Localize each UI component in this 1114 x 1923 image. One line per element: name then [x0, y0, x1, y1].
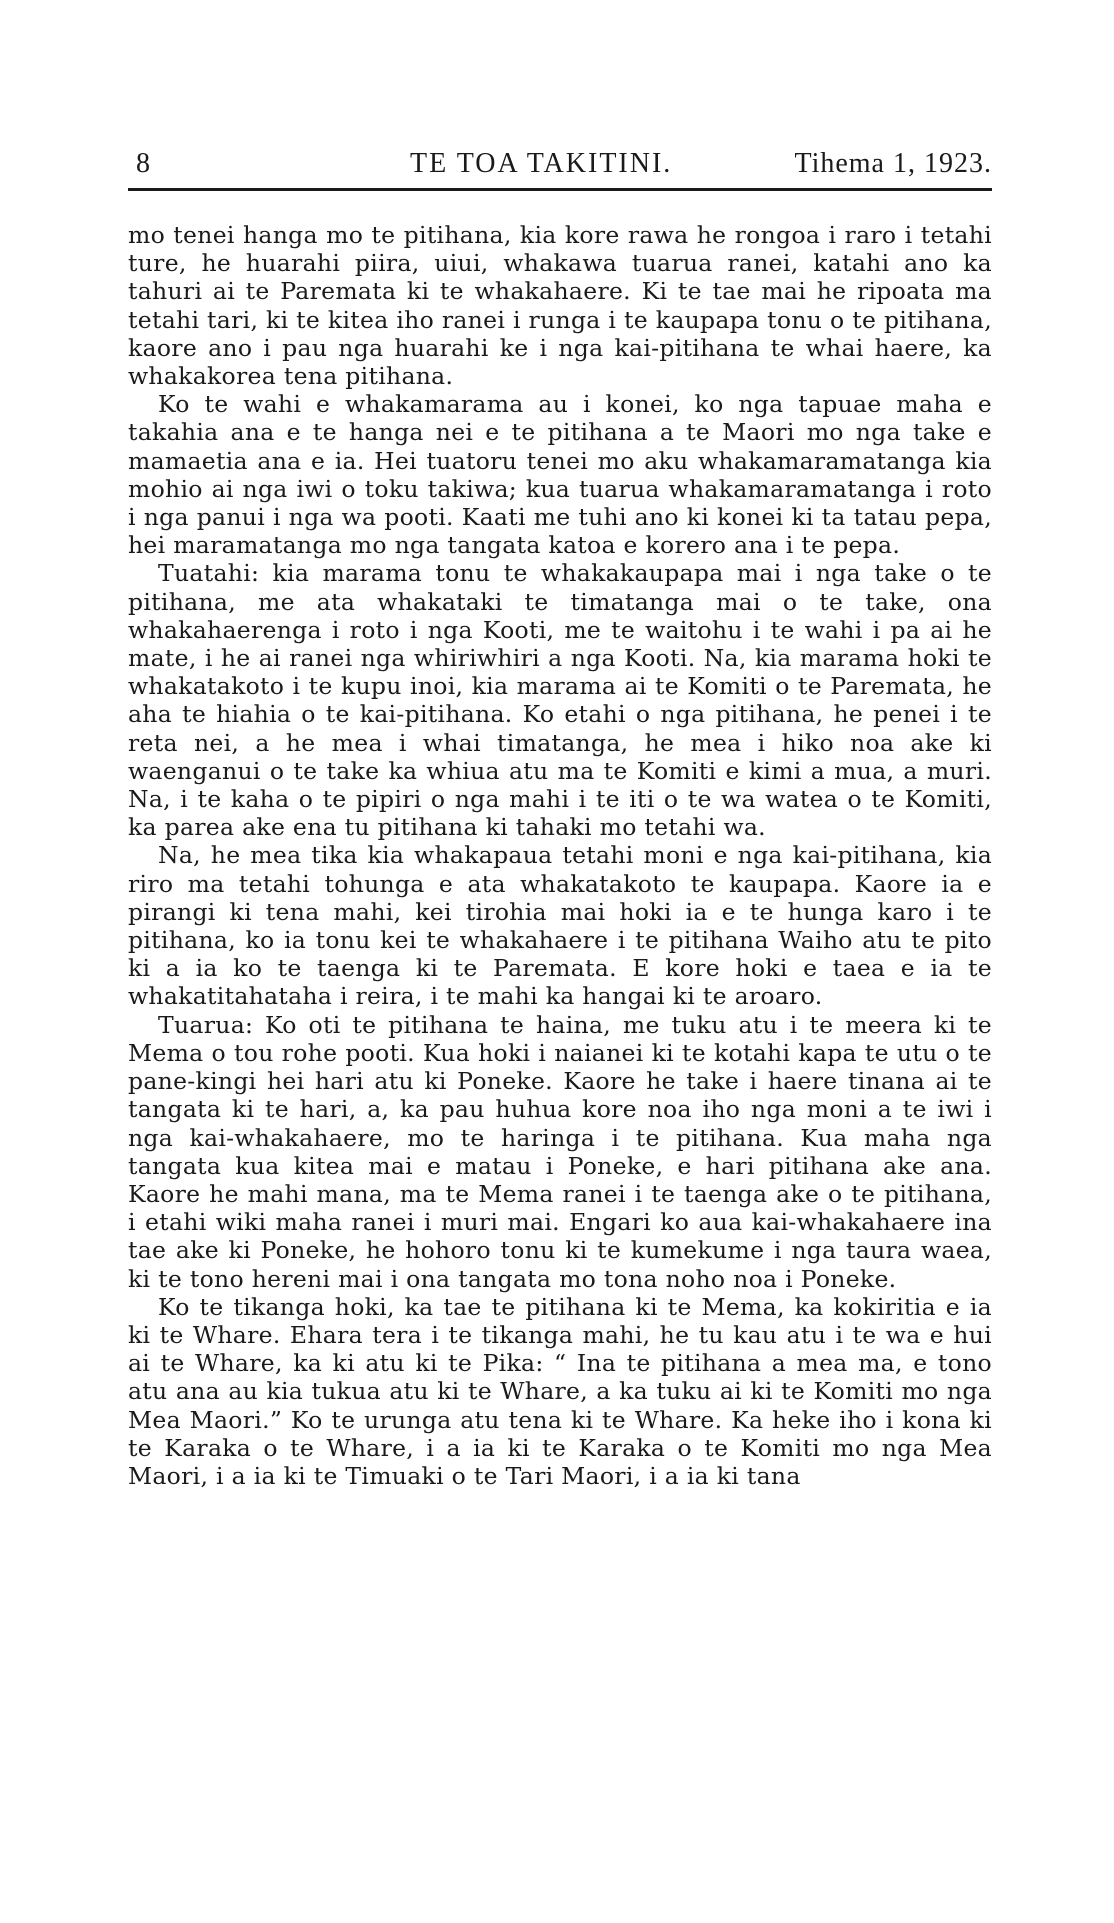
paragraph-4: Na, he mea tika kia whakapaua tetahi moni e nga kai-pitihana, kia riro ma tetahi tohunga e ata whakatakoto te kaupapa. Kaore ia e pirangi ki tena mahi, kei tirohia mai hoki ia e te hunga karo i te pitihana, ko ia tonu kei te whakahaere i te pitihana Waiho atu te pito ki a ia ko te taenga ki te Paremata. E kore hoki e taea e ia te whakatitahataha i reira, i te mahi ka hangai ki te aroaro. [128, 841, 992, 1011]
running-head [128, 148, 992, 188]
header-rule [128, 188, 992, 191]
journal-title: TE TOA TAKITINI. [410, 148, 673, 179]
printed-page [128, 148, 992, 1490]
paragraph-5: Tuarua: Ko oti te pitihana te haina, me tuku atu i te meera ki te Mema o tou rohe pooti. Kua hoki i naianei ki te kotahi kapa te utu o te pane-kingi hei hari atu ki Poneke. Kaore he take i haere tinana ai te tangata ki te hari, a, ka pau huhua kore noa iho nga moni a te iwi i nga kai-whakahaere, mo te haringa i te pitihana. Kua maha nga tangata kua kitea mai e matau i Poneke, e hari pitihana ake ana. Kaore he mahi mana, ma te Mema ranei i te taenga ake o te pitihana, i etahi wiki maha ranei i muri mai. Engari ko aua kai-whakahaere ina tae ake ki Poneke, he hohoro tonu ki te kumekume i nga taura waea, ki te tono hereni mai i ona tangata mo tona noho noa i Poneke. [128, 1010, 992, 1293]
paragraph-3: Tuatahi: kia marama tonu te whakakaupapa mai i nga take o te pitihana, me ata whakataki te timatanga mai o te take, ona whakahaerenga i roto i nga Kooti, me te waitohu i te wahi i pa ai he mate, i he ai ranei nga whiriwhiri a nga Kooti. Na, kia marama hoki te whakatakoto i te kupu inoi, kia marama ai te Komiti o te Paremata, he aha te hiahia o te kai-pitihana. Ko etahi o nga pitihana, he penei i te reta nei, a he mea i whai timatanga, he mea i hiko noa ake ki waenganui o te take ka whiua atu ma te Komiti e kimi a mua, a muri. Na, i te kaha o te pipiri o nga mahi i te iti o te wa watea o te Komiti, ka parea ake ena tu pitihana ki tahaki mo tetahi wa. [128, 559, 992, 842]
paragraph-6: Ko te tikanga hoki, ka tae te pitihana ki te Mema, ka kokiritia e ia ki te Whare. Ehara tera i te tikanga mahi, he tu kau atu i te wa e hui ai te Whare, ka ki atu ki te Pika: “ Ina te pitihana a mea ma, e tono atu ana au kia tukua atu ki te Whare, a ka tuku ai ki te Komiti mo nga Mea Maori.” Ko te urunga atu tena ki te Whare. Ka heke iho i kona ki te Karaka o te Whare, i a ia ki te Karaka o te Komiti mo nga Mea Maori, i a ia ki te Timuaki o te Tari Maori, i a ia ki tana [128, 1292, 992, 1490]
issue-date: Tihema 1, 1923. [794, 148, 992, 179]
article-body [128, 221, 992, 1490]
page-number: 8 [136, 148, 151, 179]
paragraph-2: Ko te wahi e whakamarama au i konei, ko nga tapuae maha e takahia ana e te hanga nei e te pitihana a te Maori mo nga take e mamaetia ana e ia. Hei tuatoru tenei mo aku whakamaramatanga kia mohio ai nga iwi o toku takiwa; kua tuarua whakamaramatanga i roto i nga panui i nga wa pooti. Kaati me tuhi ano ki konei ki ta tatau pepa, hei maramatanga mo nga tangata katoa e korero ana i te pepa. [128, 390, 992, 560]
paragraph-1: mo tenei hanga mo te pitihana, kia kore rawa he rongoa i raro i tetahi ture, he huarahi piira, uiui, whakawa tuarua ranei, katahi ano ka tahuri ai te Paremata ki te whakahaere. Ki te tae mai he ripoata ma tetahi tari, ki te kitea iho ranei i runga i te kaupapa tonu o te pitihana, kaore ano i pau nga huarahi ke i nga kai-pitihana te whai haere, ka whakakorea tena pitihana. [128, 221, 992, 391]
